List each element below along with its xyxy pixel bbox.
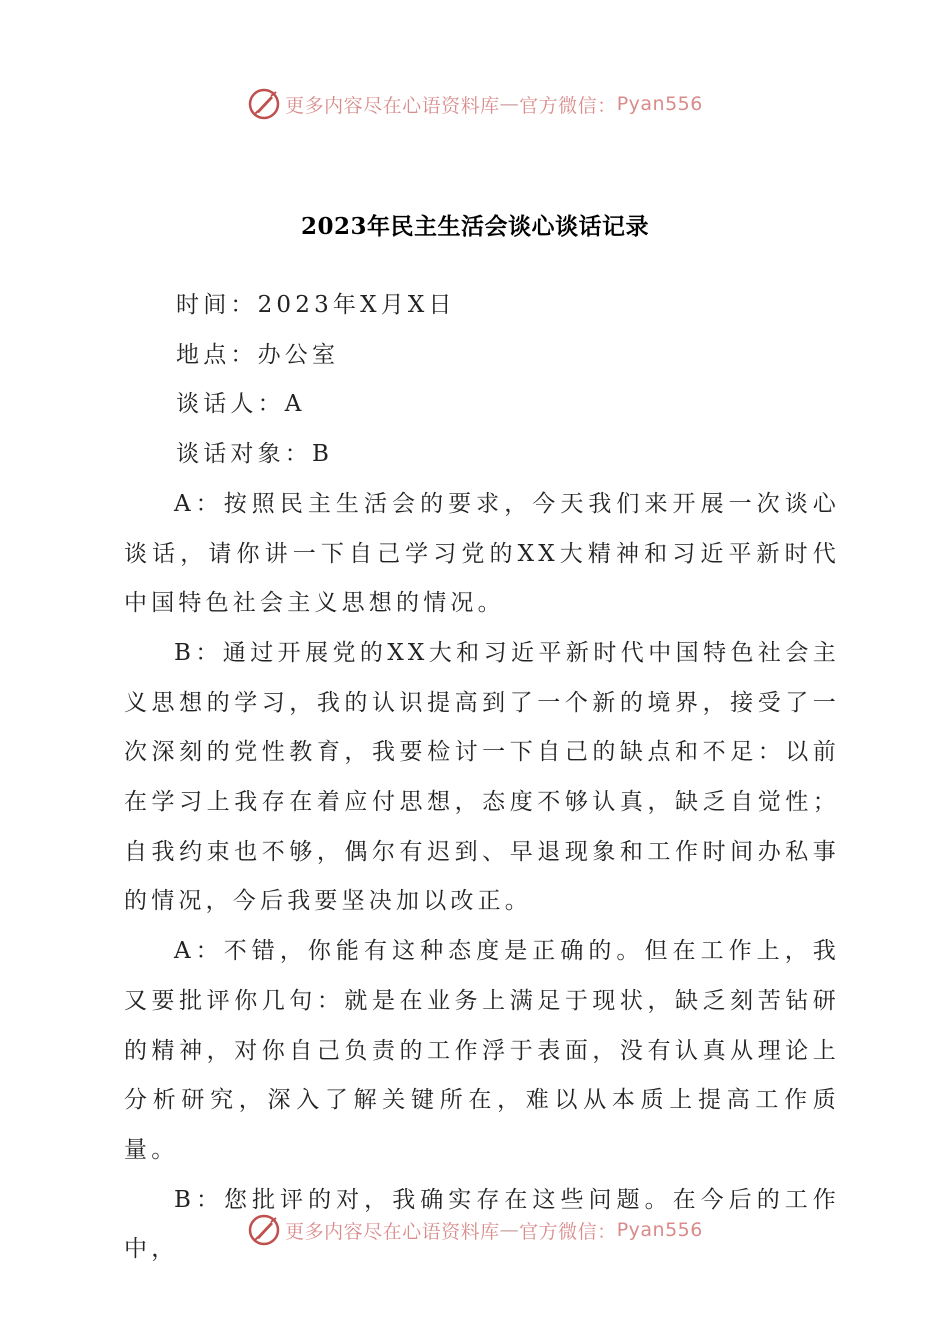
watermark-site-text: 更多内容尽在心语资料库 (285, 94, 500, 117)
watermark-site-text: 更多内容尽在心语资料库 (285, 1220, 500, 1243)
quill-logo-icon (247, 87, 281, 121)
watermark-separator: — (499, 1219, 520, 1241)
watermark-contact-handle: Pyan556 (616, 93, 703, 115)
meta-time: 时间：2023年X月X日 (176, 292, 456, 318)
dialogue-paragraph: B：您批评的对，我确实存在这些问题。在今后的工作中， (124, 1186, 840, 1263)
footer-watermark (0, 1210, 950, 1250)
dialogue-paragraph: A：按照民主生活会的要求，今天我们来开展一次谈心谈话，请你讲一下自己学习党的XX大精神和习近平新时代中国特色社会主义思想的情况。 (124, 490, 840, 617)
document-body (124, 281, 840, 1275)
dialogue-paragraph: A：不错，你能有这种态度是正确的。但在工作上，我又要批评你几句：就是在业务上满足于现状，缺乏刻苦钻研的精神，对你自己负责的工作浮于表面，没有认真从理论上分析研究，深入了解关键所在，难以从本质上提高工作质量。 (124, 938, 840, 1163)
watermark-separator: — (499, 93, 520, 115)
meta-location: 地点：办公室 (176, 341, 340, 368)
meta-interviewee: 谈话对象：B (176, 441, 334, 468)
watermark-contact-label: 官方微信： (519, 1220, 617, 1243)
meta-interviewer: 谈话人：A (176, 391, 306, 418)
header-watermark (0, 84, 950, 124)
quill-logo-icon (247, 1213, 281, 1247)
watermark-contact-label: 官方微信： (519, 94, 617, 117)
dialogue-paragraph: B：通过开展党的XX大和习近平新时代中国特色社会主义思想的学习，我的认识提高到了一个新的境界，接受了一次深刻的党性教育，我要检讨一下自己的缺点和不足：以前在学习上我存在着应付思想，态度不够认真，缺乏自觉性；自我约束也不够，偶尔有迟到、早退现象和工作时间办私事的情况，今后我要坚决加以改正。 (124, 639, 840, 915)
watermark-contact-handle: Pyan556 (616, 1219, 703, 1241)
document-title: 2023年民主生活会谈心谈话记录 (300, 213, 649, 240)
